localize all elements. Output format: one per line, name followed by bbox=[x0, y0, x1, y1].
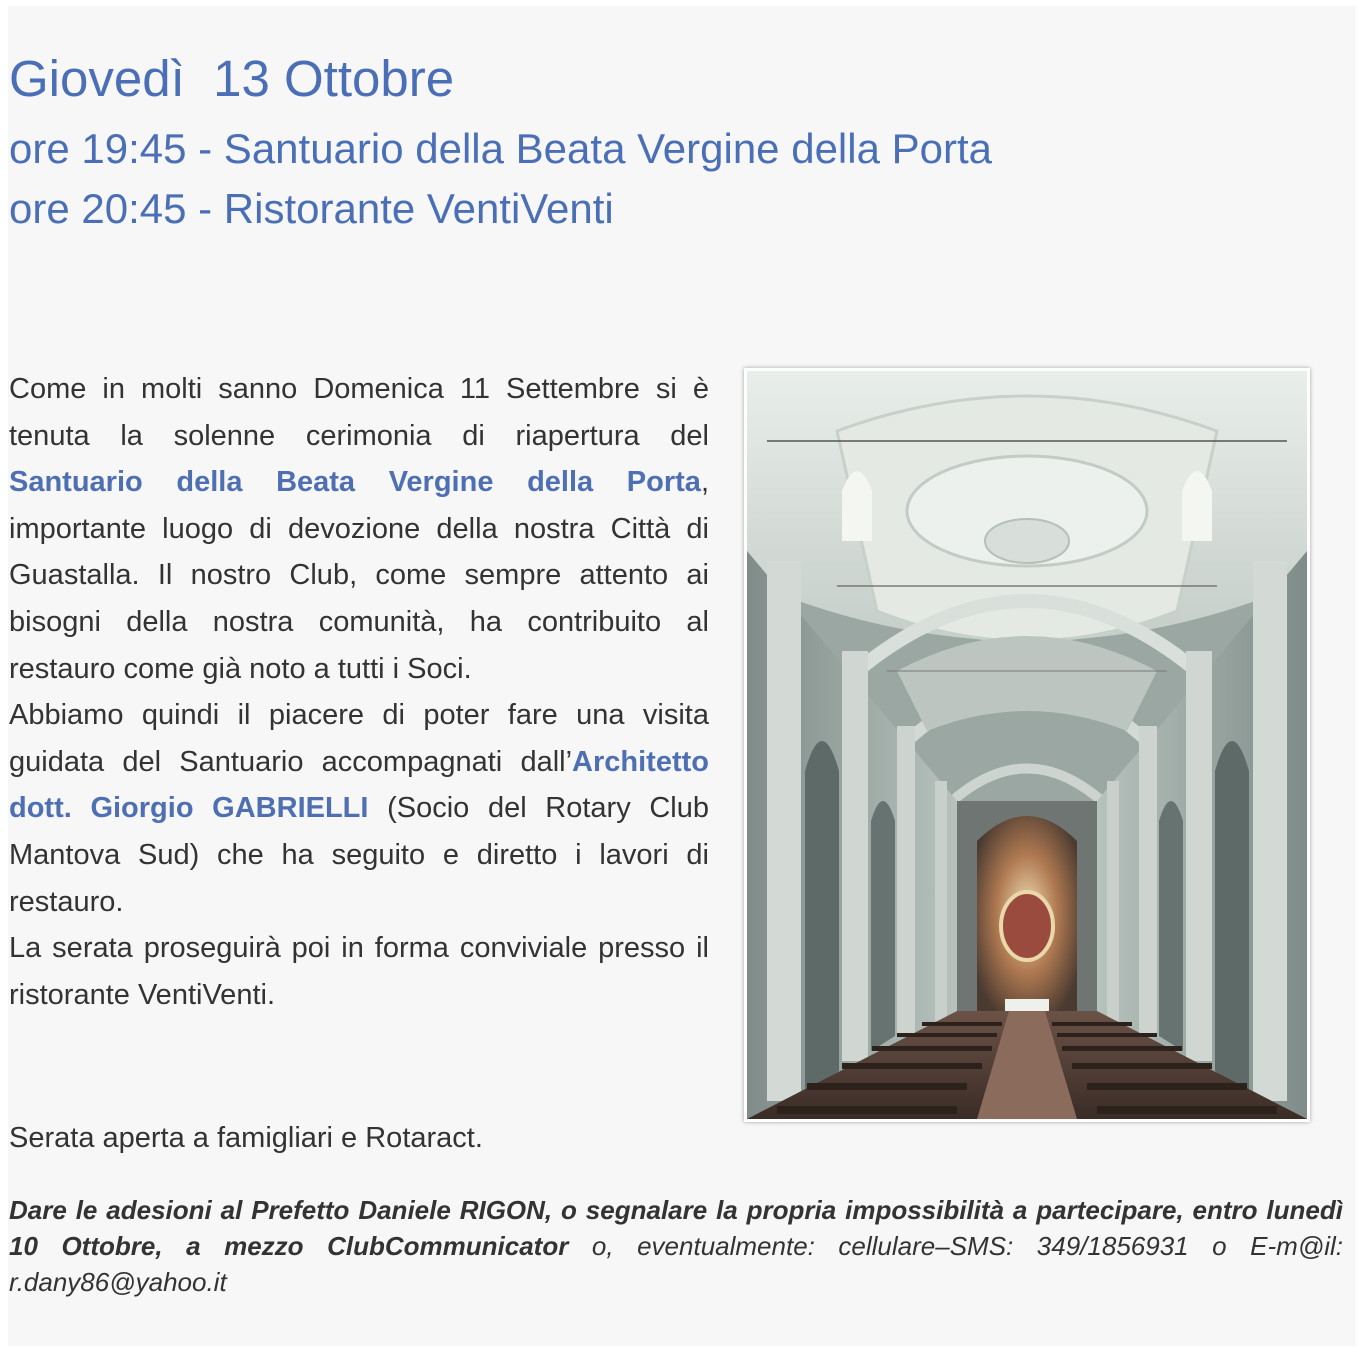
article-paragraph-2 bbox=[9, 692, 709, 925]
paragraph-text: Come in molti sanno Domenica 11 Settembre si è tenuta la solenne cerimonia di riapertura del bbox=[9, 373, 709, 452]
article-paragraph-1 bbox=[9, 366, 709, 692]
santuario-link: Santuario della Beata Vergine della Porta bbox=[9, 466, 701, 499]
church-interior-photo bbox=[744, 368, 1310, 1122]
schedule-santuario: ore 19:45 - Santuario della Beata Vergine della Porta bbox=[9, 125, 993, 172]
rsvp-note bbox=[9, 1192, 1343, 1300]
church-nave-illustration bbox=[747, 371, 1307, 1119]
event-date-title: Giovedì 13 Ottobre bbox=[9, 50, 455, 107]
rsvp-bold-text: Dare le adesioni al Prefetto Daniele RIGON, o segnalare la propria impossibilità a partecipare, entro lunedì 10 Ottobre, a mezzo ClubCommunicator bbox=[9, 1195, 1343, 1261]
architect-name: Architetto dott. Giorgio GABRIELLI bbox=[9, 745, 709, 825]
paragraph-text: , importante luogo di devozione della nostra Città di Guastalla. Il nostro Club, come sempre attento ai bisogni della nostra comunità, ha contribuito al restauro come già noto a tutti i Soci. bbox=[9, 466, 709, 685]
schedule-ristorante: ore 20:45 - Ristorante VentiVenti bbox=[9, 185, 614, 232]
paragraph-text: Abbiamo quindi il piacere di poter fare una visita guidata del Santuario accompagnati dall’ bbox=[9, 699, 709, 778]
article-body bbox=[9, 366, 709, 1018]
article-paragraph-3: La serata proseguirà poi in forma conviviale presso il ristorante VentiVenti. bbox=[9, 932, 709, 1011]
paragraph-text: (Socio del Rotary Club Mantova Sud) che ha seguito e diretto i lavori di restauro. bbox=[9, 792, 709, 918]
open-evening-note: Serata aperta a famigliari e Rotaract. bbox=[9, 1122, 483, 1154]
rsvp-contact-text: o, eventualmente: cellulare–SMS: 349/1856931 o E-m@il: r.dany86@yahoo.it bbox=[9, 1231, 1343, 1297]
